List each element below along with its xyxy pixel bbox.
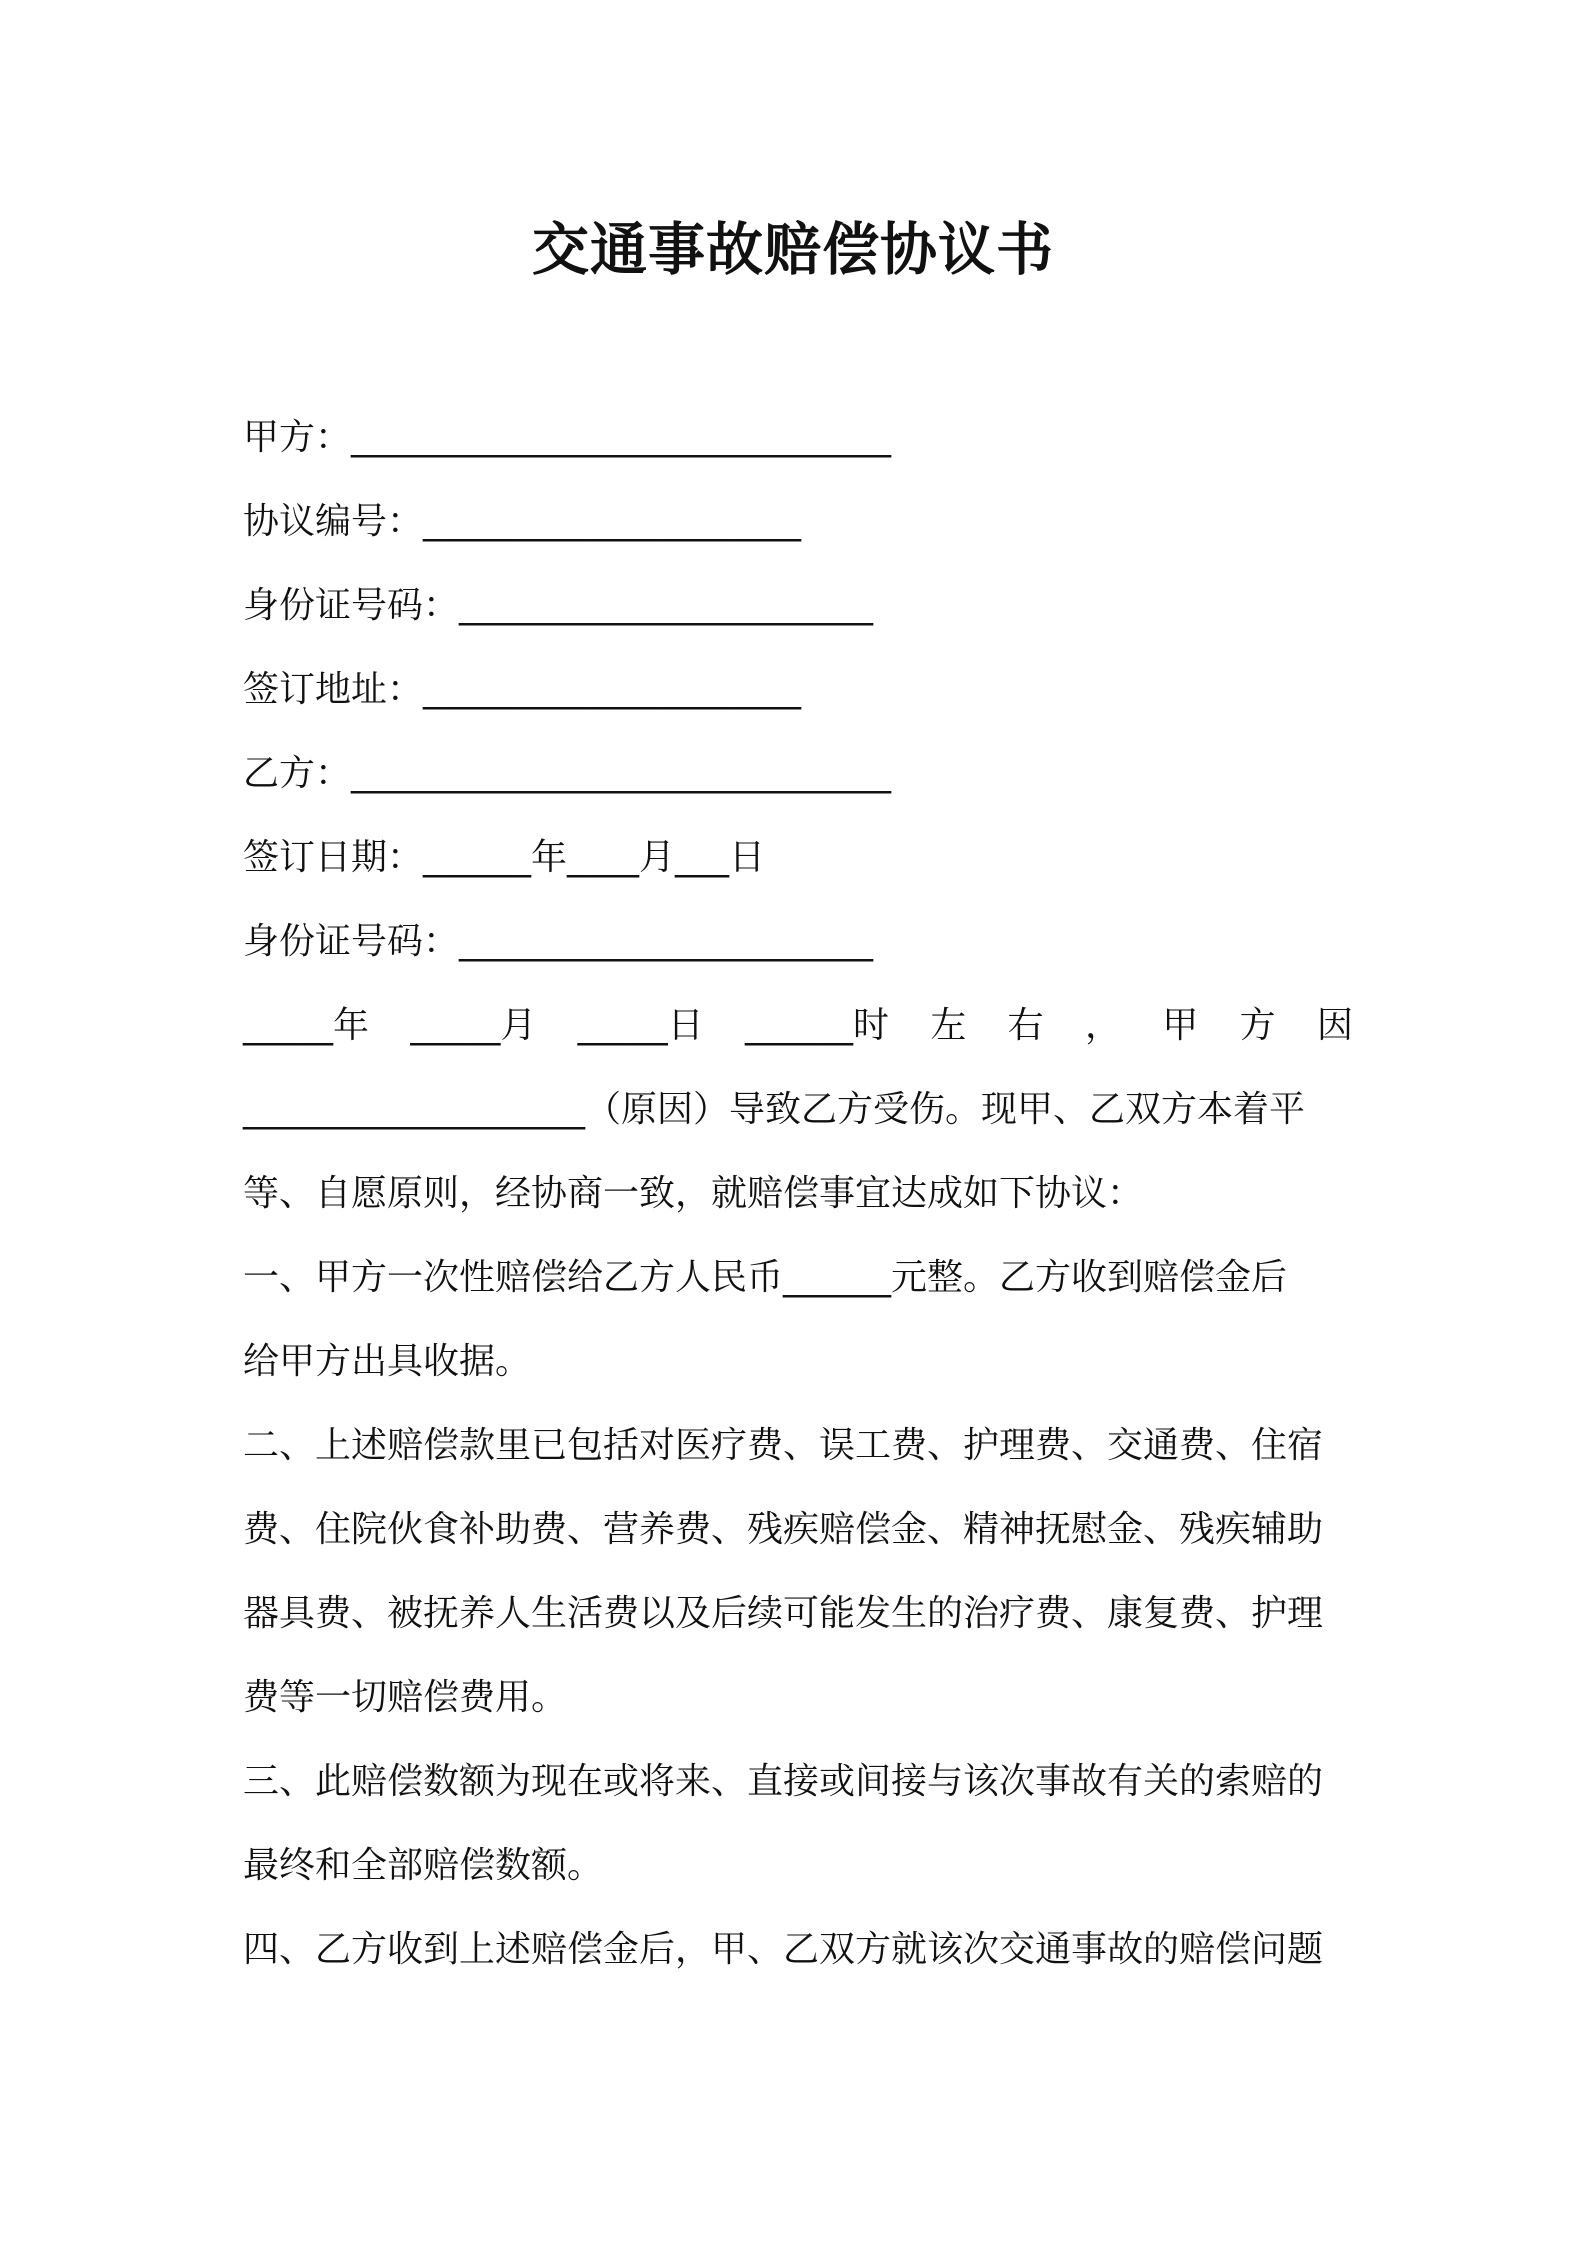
intro-year: _____年 [243, 1005, 370, 1046]
agreement-number-field: 协议编号：_____________________ [243, 501, 802, 542]
clause-2-line-3: 器具费、被抚养人生活费以及后续可能发生的治疗费、康复费、护理 [243, 1593, 1324, 1634]
clause-2-line-4: 费等一切赔偿费用。 [243, 1677, 568, 1718]
clause-1-line-1: 一、甲方一次性赔偿给乙方人民币______元整。乙方收到赔偿金后 [243, 1257, 1288, 1298]
clause-4-line-1: 四、乙方收到上述赔偿金后，甲、乙双方就该次交通事故的赔偿问题 [243, 1929, 1324, 1970]
intro-month: _____月 [410, 1005, 537, 1046]
intro-word: 因 [1316, 1005, 1353, 1046]
sign-address-field: 签订地址：_____________________ [243, 669, 802, 710]
intro-day: _____日 [577, 1005, 704, 1046]
clause-2-line-1: 二、上述赔偿款里已包括对医疗费、误工费、护理费、交通费、住宿 [243, 1425, 1324, 1466]
intro-word: 甲 [1162, 1005, 1199, 1046]
sign-date-field: 签订日期：______年____月___日 [243, 837, 766, 878]
document-title: 交通事故赔偿协议书 [532, 217, 1054, 283]
clause-2-line-2: 费、住院伙食补助费、营养费、残疾赔偿金、精神抚慰金、残疾辅助 [243, 1509, 1324, 1550]
intro-line-3: 等、自愿原则，经协商一致，就赔偿事宜达成如下协议： [243, 1173, 1144, 1214]
clause-1-line-2: 给甲方出具收据。 [243, 1341, 532, 1382]
intro-word: 左 [930, 1005, 967, 1046]
id-number-field-b: 身份证号码：_______________________ [243, 921, 874, 962]
party-a-field: 甲方：______________________________ [243, 417, 892, 458]
clause-3-line-2: 最终和全部赔偿数额。 [243, 1845, 604, 1886]
intro-word: ， [1084, 1005, 1121, 1046]
id-number-field-a: 身份证号码：_______________________ [243, 585, 874, 626]
intro-hour: ______时 [744, 1005, 889, 1046]
clause-3-line-1: 三、此赔偿数额为现在或将来、直接或间接与该次事故有关的索赔的 [243, 1761, 1324, 1802]
party-b-field: 乙方：______________________________ [243, 753, 892, 794]
intro-word: 方 [1239, 1005, 1276, 1046]
intro-line-1 [243, 1000, 1353, 1052]
intro-word: 右 [1007, 1005, 1044, 1046]
intro-line-2: ___________________（原因）导致乙方受伤。现甲、乙双方本着平 [243, 1089, 1306, 1130]
